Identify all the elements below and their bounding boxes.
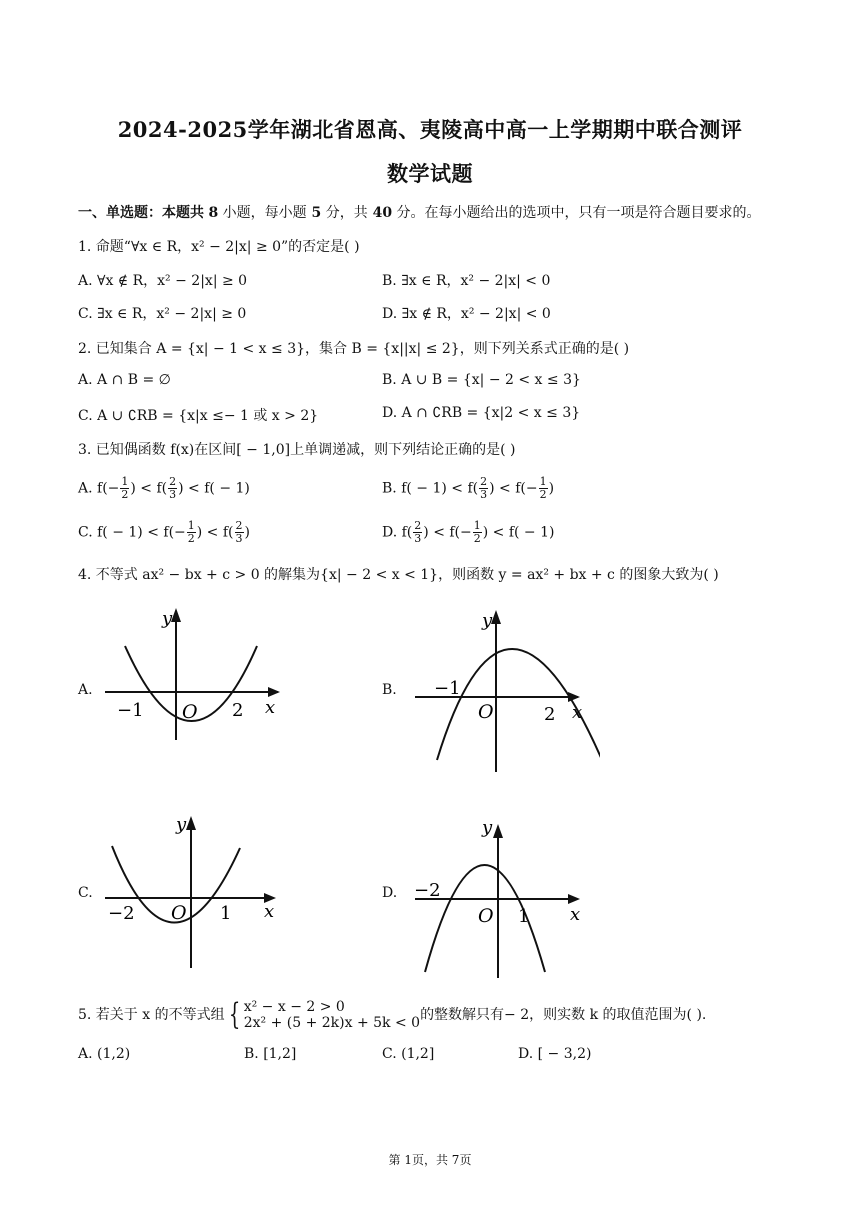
svg-text:y: y <box>176 814 187 835</box>
svg-text:2: 2 <box>232 700 244 721</box>
exam-subtitle: 数学试题 <box>387 161 473 186</box>
q4-option-a-label[interactable]: A. <box>78 682 93 698</box>
q1-option-a[interactable]: A. ∀x ∉ R，x² − 2|x| ≥ 0 <box>78 273 248 289</box>
q1-option-b[interactable]: B. ∃x ∈ R，x² − 2|x| < 0 <box>382 273 551 289</box>
q1-option-d[interactable]: D. ∃x ∉ R，x² − 2|x| < 0 <box>382 306 551 322</box>
q4-option-c-label[interactable]: C. <box>78 885 93 901</box>
svg-text:−1: −1 <box>434 678 461 699</box>
svg-text:O: O <box>171 902 187 924</box>
svg-text:O: O <box>182 701 198 723</box>
q3-stem: 3. 已知偶函数 f(x)在区间[ − 1,0]上单调递减，则下列结论正确的是( ) <box>78 442 516 458</box>
exam-title: 2024-2025学年湖北省恩高、夷陵高中高一上学期期中联合测评 <box>117 117 743 142</box>
q4-option-b-label[interactable]: B. <box>382 682 397 698</box>
q2-option-d[interactable]: D. A ∩ ∁RB = {x|2 < x ≤ 3} <box>382 405 581 421</box>
svg-text:y: y <box>482 817 493 838</box>
q4-graph-d <box>410 812 600 982</box>
q5-stem: 5. 若关于 x 的不等式组 { x² − x − 2 > 0 2x² + (5 + 2k)x + 5k < 0 的整数解只有− 2，则实数 k 的取值范围为( ). <box>78 997 707 1032</box>
q3-option-d[interactable]: D. f( $\frac{2}{3}$ ) < f(− $\frac{1}{2}$ ) < f( − 1) <box>382 519 555 545</box>
q2-option-c[interactable]: C. A ∪ ∁RB = {x|x ≤− 1 或 x > 2} <box>78 408 319 424</box>
svg-text:x: x <box>264 901 275 922</box>
q4-graph-c <box>100 808 290 973</box>
svg-text:y: y <box>482 610 493 631</box>
q5-option-c[interactable]: C. (1,2] <box>382 1046 435 1062</box>
q5-option-a[interactable]: A. (1,2) <box>78 1046 131 1062</box>
svg-text:O: O <box>478 905 494 927</box>
q5-option-b[interactable]: B. [1,2] <box>244 1046 297 1062</box>
q5-system-row-2: 2x² + (5 + 2k)x + 5k < 0 <box>243 1015 421 1031</box>
q1-option-c[interactable]: C. ∃x ∈ R，x² − 2|x| ≥ 0 <box>78 306 247 322</box>
svg-text:2: 2 <box>544 704 556 725</box>
q4-graph-b <box>410 600 600 775</box>
page-footer: 第 1页，共 7页 <box>388 1153 472 1167</box>
q4-graph-a <box>100 600 290 745</box>
q3-option-b[interactable]: B. f( − 1) < f( $\frac{2}{3}$ ) < f(− $\frac{1}{2}$ ) <box>382 475 555 501</box>
svg-text:−2: −2 <box>108 903 135 924</box>
section-heading: 一、单选题：本题共 8 小题，每小题 5 分，共 40 分。在每小题给出的选项中，只有一项是符合题目要求的。 <box>78 205 761 221</box>
svg-text:y: y <box>162 608 173 629</box>
q2-option-a[interactable]: A. A ∩ B = ∅ <box>78 372 171 388</box>
q5-option-d[interactable]: D. [ − 3,2) <box>518 1046 592 1062</box>
q4-stem: 4. 不等式 ax² − bx + c > 0 的解集为{x| − 2 < x < 1}，则函数 y = ax² + bx + c 的图象大致为( ) <box>78 567 719 583</box>
q2-option-b[interactable]: B. A ∪ B = {x| − 2 < x ≤ 3} <box>382 372 581 388</box>
svg-text:x: x <box>265 697 276 718</box>
svg-text:x: x <box>572 702 583 723</box>
svg-text:1: 1 <box>220 903 232 924</box>
q2-stem: 2. 已知集合 A = {x| − 1 < x ≤ 3}，集合 B = {x||x| ≤ 2}，则下列关系式正确的是( ) <box>78 341 630 357</box>
svg-text:1: 1 <box>518 906 530 927</box>
svg-text:−2: −2 <box>414 880 441 901</box>
q5-system-row-1: x² − x − 2 > 0 <box>243 999 345 1015</box>
svg-text:x: x <box>570 904 581 925</box>
svg-text:−1: −1 <box>117 700 144 721</box>
q4-option-d-label[interactable]: D. <box>382 885 398 901</box>
svg-text:O: O <box>478 701 494 723</box>
q3-option-c[interactable]: C. f( − 1) < f(− $\frac{1}{2}$ ) < f( $\frac{2}{3}$ ) <box>78 519 250 545</box>
q1-stem: 1. 命题“∀x ∈ R，x² − 2|x| ≥ 0”的否定是( ) <box>78 239 360 255</box>
q3-option-a[interactable]: A. f(− $\frac{1}{2}$ ) < f( $\frac{2}{3}$ ) < f( − 1) <box>78 475 250 501</box>
